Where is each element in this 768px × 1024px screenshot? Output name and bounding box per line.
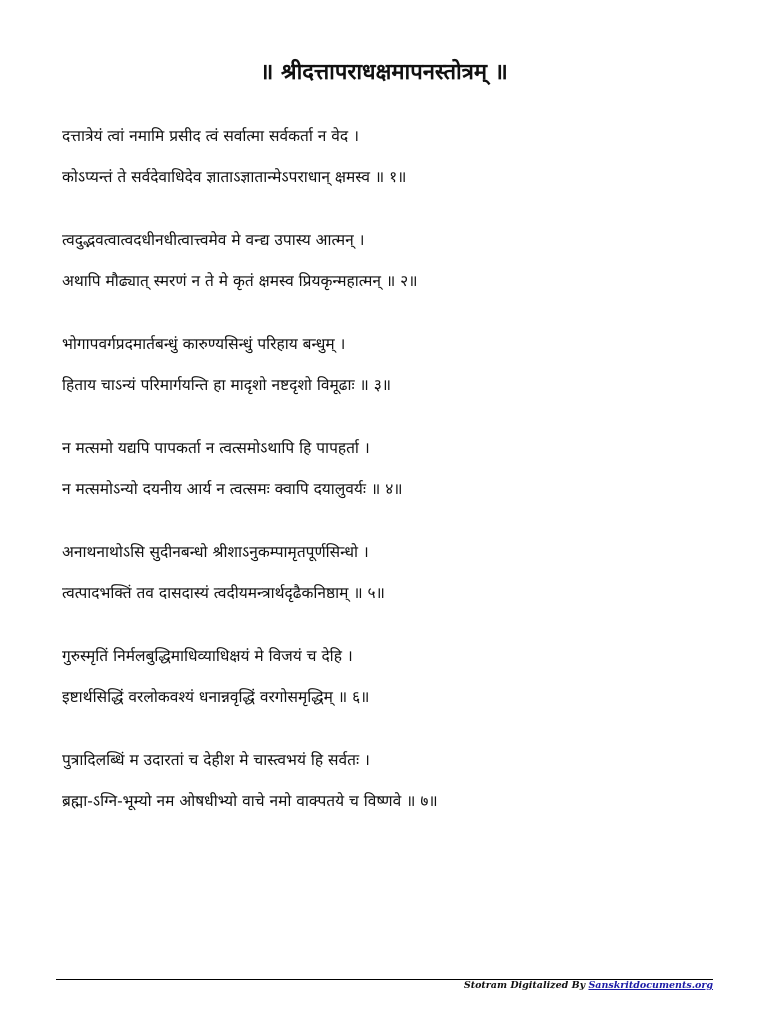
verse-2: [62, 230, 742, 291]
verse-4: [62, 438, 742, 499]
verse-list: [62, 126, 742, 854]
verse-line: पुत्रादिलब्धिं म उदारतां च देहीश मे चास्त्वभयं हि सर्वतः ।: [62, 751, 370, 769]
verse-7: [62, 750, 742, 811]
verse-line: ब्रह्मा-ऽग्नि-भूम्यो नम ओषधीभ्यो वाचे नमो वाक्पतये च विष्णवे ॥ ७॥: [62, 792, 438, 810]
verse-line: त्वत्पादभक्तिं तव दासदास्यं त्वदीयमन्त्रार्थदृढैकनिष्ठाम् ॥ ५॥: [62, 584, 385, 602]
verse-3: [62, 334, 742, 395]
verse-6: [62, 646, 742, 707]
verse-5: [62, 542, 742, 603]
verse-line: कोऽप्यन्तं ते सर्वदेवाधिदेव ज्ञाताऽज्ञातान्मेऽपराधान् क्षमस्व ॥ १॥: [62, 168, 407, 186]
verse-line: गुरुस्मृतिं निर्मलबुद्धिमाधिव्याधिक्षयं मे विजयं च देहि ।: [62, 647, 353, 665]
verse-line: न मत्समो यद्यपि पापकर्ता न त्वत्समोऽथापि हि पापहर्ता ।: [62, 439, 370, 457]
verse-line: हिताय चाऽन्यं परिमार्गयन्ति हा मादृशो नष्टदृशो विमूढाः ॥ ३॥: [62, 376, 392, 394]
verse-line: अथापि मौढ्यात् स्मरणं न ते मे कृतं क्षमस्व प्रियकृन्महात्मन् ॥ २॥: [62, 272, 418, 290]
sanskritdocuments-link[interactable]: Sanskritdocuments.org: [588, 980, 713, 991]
verse-line: भोगापवर्गप्रदमार्तबन्धुं कारुण्यसिन्धुं परिहाय बन्धुम् ।: [62, 335, 346, 353]
verse-line: दत्तात्रेयं त्वां नमामि प्रसीद त्वं सर्वात्मा सर्वकर्ता न वेद ।: [62, 127, 359, 145]
verse-line: न मत्समोऽन्यो दयनीय आर्य न त्वत्समः क्वापि दयालुवर्यः ॥ ४॥: [62, 480, 403, 498]
verse-line: अनाथनाथोऽसि सुदीनबन्धो श्रीशाऽनुकम्पामृतपूर्णसिन्धो ।: [62, 543, 369, 561]
footer-credit-text: Stotram Digitalized By: [463, 980, 586, 991]
verse-line: इष्टार्थसिद्धिं वरलोकवश्यं धनान्नवृद्धिं वरगोसमृद्धिम् ॥ ६॥: [62, 688, 370, 706]
verse-line: त्वदुद्भवत्वात्वदधीनधीत्वात्त्वमेव मे वन्द्य उपास्य आत्मन् ।: [62, 231, 365, 249]
verse-1: [62, 126, 742, 187]
footer-credit: [464, 980, 713, 992]
page-title: ॥ श्रीदत्तापराधक्षमापनस्तोत्रम् ॥: [260, 60, 508, 85]
